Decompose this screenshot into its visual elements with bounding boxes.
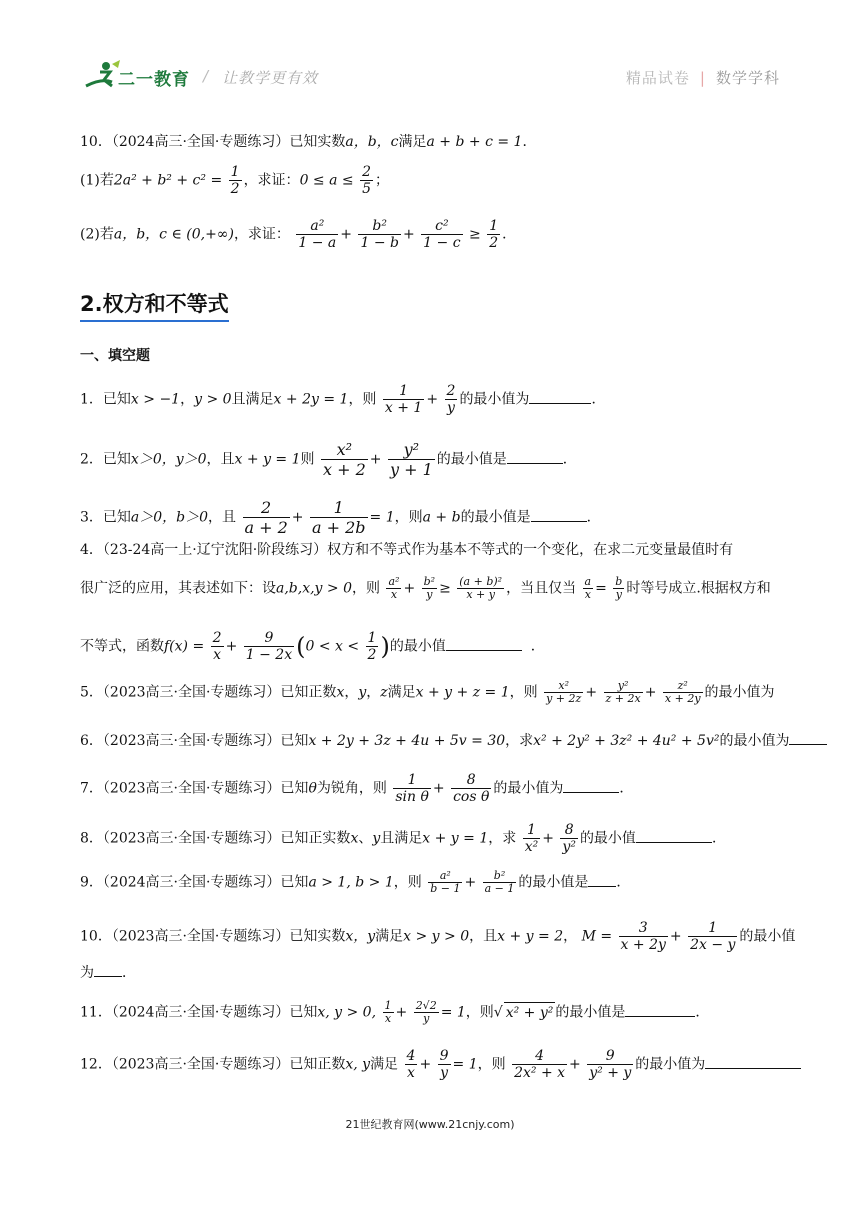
text-span: ． [122, 965, 136, 981]
text-span: M = [581, 928, 613, 945]
answer-blank[interactable] [563, 778, 619, 793]
text-span: 2 [212, 630, 222, 646]
text-span: 1 − 2x [245, 647, 293, 663]
fraction [483, 870, 517, 895]
fraction [360, 164, 373, 197]
problem-4-line3: 不等式，函数f(x) = $\frac{2}{x}$ + $\frac{9}{1 - 2x}$ (0 < x < $\frac{1}{2}$ )的最小值 ． [80, 630, 545, 663]
text-span: x + 2 [322, 460, 366, 479]
text-span: ，则 [465, 1004, 494, 1021]
text-span: 6．（2023高三·全国·专题练习）已知 [80, 733, 309, 749]
fraction [393, 772, 431, 805]
problem-9: 9．（2024高三·全国·专题练习）已知a > 1, b > 1，则 $\frac{\text{a²}}{b - 1}$ + $\frac{\text{b²}}{a - 1}$ 的最小值是 ． [80, 869, 631, 895]
text-span: 2 [243, 498, 290, 518]
text-span: x + 2y [664, 692, 701, 705]
text-span: 2 [230, 181, 240, 197]
text-span: x [350, 830, 359, 847]
text-span: = [595, 580, 607, 597]
text-span: ≥ [439, 580, 451, 597]
text-span: 11．（2024高三·全国·专题练习）已知 [80, 1004, 318, 1021]
problem-4-line1 [80, 540, 733, 560]
text-span: ． [591, 391, 606, 408]
text-span: 2 [367, 647, 377, 663]
text: 满足 [398, 134, 427, 150]
page-footer: 21世纪教育网(www.21cnjy.com) [345, 1118, 515, 1131]
top-problem-10-part2: (2)若a，b，c ∈ (0,+∞)，求证： $\frac{\text{a²}}{1 - a}$ + $\frac{\text{b²}}{1 - b}$ + $\frac{\text{c²}}{1 - c}$ ≥ $\frac{1}{2}$ ． [80, 218, 517, 251]
text-span: f(x) = [164, 638, 205, 655]
text-span: a [584, 575, 592, 588]
text-span: 2x − y [690, 937, 736, 953]
answer-blank[interactable] [625, 1002, 695, 1017]
text-span: ，则 [348, 391, 377, 408]
text-span: 9 [439, 1048, 449, 1064]
text-span: y [615, 588, 622, 601]
text-span: θ [308, 780, 317, 797]
fraction [229, 164, 242, 197]
math: 0 ≤ a ≤ [299, 172, 354, 189]
text-span: a + 2b [311, 518, 366, 537]
text-span: ，当且仅当 [506, 580, 577, 597]
fraction [414, 1000, 439, 1025]
text-span: b [615, 575, 623, 588]
text-span: 1 [383, 383, 424, 400]
text-span: 9 [587, 1048, 633, 1065]
problem-1: 1．已知x > −1，y > 0且满足x + 2y = 1，则 $\frac{1}{x + 1}$ + $\frac{2}{y}$ 的最小值为 ． [80, 383, 606, 416]
text-span: = 1 [440, 1004, 466, 1021]
text-span: ，且 [469, 928, 498, 945]
math: 2a² + b² + c² = [113, 172, 223, 189]
text-span: a > 1, b > 1 [308, 874, 394, 891]
text-span: 满足 [375, 928, 404, 945]
text-span: ． [616, 874, 631, 891]
text-span: 满足 [370, 1056, 399, 1073]
text-span: ． [586, 509, 601, 526]
text-span: 12．（2023高三·全国·专题练习）已知正数 [80, 1056, 346, 1073]
answer-blank[interactable] [531, 507, 587, 522]
problem-10-line2 [80, 962, 136, 983]
text-span: 5．（2023高三·全国·专题练习）已知正数 [80, 684, 337, 701]
text-span: 1 [393, 772, 431, 789]
text-span: z [380, 684, 388, 701]
text-span: b² [358, 218, 401, 235]
text-span: sin θ [395, 789, 429, 805]
fraction [296, 218, 338, 251]
text-span: x, y [345, 1056, 371, 1073]
text-span: x，y [345, 928, 376, 945]
answer-blank[interactable] [789, 730, 827, 745]
text-span: 1 [230, 164, 240, 180]
text-span: 为 [80, 965, 94, 981]
text-span: 的最小值 [739, 928, 796, 945]
text-span: 7．（2023高三·全国·专题练习）已知 [80, 780, 309, 797]
slogan: 让教学更有效 [222, 69, 319, 87]
text-span: 1 [384, 999, 392, 1012]
text-span: = 1 [369, 509, 395, 526]
text-span: 1 [367, 630, 377, 646]
fraction [244, 630, 294, 663]
text-span: x + y [466, 588, 495, 601]
text-span: y [423, 1012, 430, 1025]
text-span: x＞0，y＞0 [130, 451, 207, 468]
text-span: x² [524, 839, 539, 855]
text-span: x + 2y + 3z + 4u + 5v = 30 [308, 733, 506, 749]
fraction [560, 822, 578, 855]
text-span: 且满足 [380, 830, 423, 847]
text-span: (a + b)² [459, 575, 503, 588]
page-header [0, 0, 860, 100]
fraction [523, 822, 541, 855]
fraction [587, 1048, 633, 1081]
text-span: y [372, 830, 381, 847]
text-span: 时等号成立.根据权方和 [626, 580, 771, 597]
text-span: ， [180, 391, 195, 408]
text-span: y² [604, 680, 643, 693]
text-span: 的最小值为 [459, 391, 530, 408]
text-span: 且满足 [231, 391, 274, 408]
answer-blank[interactable] [94, 962, 122, 977]
text-span: 1 − a [298, 235, 337, 251]
text-span: y + 2z [546, 692, 582, 705]
text-span: 10．（2023高三·全国·专题练习）已知实数 [80, 928, 346, 945]
text-span: 2．已知 [80, 451, 131, 468]
text-span: 1 − b [360, 235, 399, 251]
text-span: 很广泛的应用，其表述如下：设 [80, 580, 276, 597]
text-span: 2x² + x [514, 1065, 566, 1081]
brand-name: 二一教育 [118, 70, 190, 90]
answer-blank[interactable] [705, 1054, 801, 1069]
text-span: ，则 [477, 1056, 506, 1073]
text-span: 4 [512, 1048, 567, 1065]
problem-3: 3．已知a＞0，b＞0，且 $\frac{2}{a + 2}$ + $\frac{1}{a + 2b}$ = 1，则a + b的最小值是 ． [80, 498, 601, 537]
problem-8: 8．（2023高三·全国·专题练习）已知正实数x、y且满足x + y = 1，求 $\frac{1}{\text{x²}}$ + $\frac{8}{\text{y²}}$ 的最小值 ． [80, 822, 726, 855]
text-span: a² [428, 870, 462, 883]
text-span: 4．（23-24高一上·辽宁沈阳·阶段练习）权方和不等式作为基本不等式的一个变化，在求二元变量最值时有 [80, 542, 734, 558]
math: ≥ [469, 226, 481, 243]
fraction [428, 870, 462, 895]
text-span: b − 1 [430, 882, 461, 895]
fraction [688, 920, 737, 953]
text-span: ． [562, 451, 577, 468]
answer-blank[interactable] [529, 389, 591, 404]
text-span: 的最小值是 [518, 874, 589, 891]
text-span: 5 [362, 181, 372, 197]
fraction [211, 630, 224, 663]
text-span: 8．（2023高三·全国·专题练习）已知正实数 [80, 830, 351, 847]
text-span: 1 [688, 920, 737, 937]
text-span: ，且 [208, 509, 237, 526]
text-span: 8 [451, 772, 491, 789]
problem-10: 10．（2023高三·全国·专题练习）已知实数x，y满足x > y > 0，且x + y = 2， M = $\frac{3}{x + 2y}$ + $\frac{1}{2x - y}$ 的最小值 [80, 920, 796, 953]
text-span: 1 [489, 218, 499, 234]
text-span: 1 [310, 498, 368, 518]
text-span: ， [344, 684, 359, 701]
problem-4-line2: 很广泛的应用，其表述如下：设a,b,x,y > 0，则 $\frac{\text{a²}}{x}$ + $\frac{\text{b²}}{y}$ ≥ $\frac{\text{(a + b)²}}{x + y}$ ，当且仅当 $\frac{a}{x}$ = $\frac{b}{y}$ 时等号成立.根据权方和 [80, 575, 771, 601]
text-span: y² [388, 440, 435, 460]
text-span: 2√2 [415, 999, 437, 1012]
text-span: x + 1 [384, 400, 423, 416]
text-span: a − 1 [484, 882, 515, 895]
fraction [663, 680, 703, 705]
text-span: y > 0 [194, 391, 232, 408]
text-span: y² + y [589, 1065, 632, 1081]
fraction [421, 218, 462, 251]
text-span: x [384, 1012, 392, 1025]
text: ． [502, 226, 517, 243]
text: ． [522, 134, 537, 150]
text-span: 、 [358, 830, 373, 847]
problem-11: 11．（2024高三·全国·专题练习）已知x, y > 0, $\frac{1}{x}$ + $\frac{2√2}{y}$ = 1，则√ x² + y² 的最小值是 ． [80, 999, 710, 1025]
sqrt-radicand: x² + y² [504, 1002, 556, 1023]
fraction [451, 772, 491, 805]
text-span: x > −1 [130, 391, 181, 408]
text-span: x [407, 1065, 415, 1081]
text-span: 3．已知 [80, 509, 131, 526]
text-span: a＞0，b＞0 [130, 509, 209, 526]
fraction [310, 498, 368, 537]
fraction [457, 576, 504, 601]
text-span: 的最小值为 [704, 684, 775, 701]
fraction [405, 1048, 418, 1081]
text-span: cos θ [453, 789, 490, 805]
text-span: 9．（2024高三·全国·专题练习）已知 [80, 874, 309, 891]
text-span: 的最小值为 [493, 780, 564, 797]
text-span: 的最小值 [389, 638, 446, 655]
text-span: y + 1 [389, 460, 433, 479]
text-span: 不等式，函数 [80, 638, 164, 655]
text-span: ，且 [206, 451, 235, 468]
text-span: 的最小值为 [635, 1056, 706, 1073]
math: a，b，c [345, 134, 399, 150]
text-span: 的最小值是 [436, 451, 507, 468]
text-span: y [440, 1065, 449, 1081]
fraction [358, 218, 401, 251]
problem-6 [80, 730, 827, 751]
header-right [626, 67, 780, 88]
text-span: 8 [560, 822, 578, 839]
text-span: ． [695, 1004, 710, 1021]
math: a，b，c ∈ (0,+∞) [113, 226, 234, 243]
text-span: y² [562, 839, 576, 855]
text-span: a + 2 [244, 518, 288, 537]
fraction [619, 920, 668, 953]
text-span: x² [544, 680, 583, 693]
answer-blank[interactable] [507, 449, 563, 464]
section-title: 2.权方和不等式 [80, 288, 229, 322]
text-span: 4 [406, 1048, 416, 1064]
text-span: ，则 [393, 874, 422, 891]
fraction [388, 440, 435, 479]
text-span: x > y > 0 [403, 928, 470, 945]
text-span: x² + 2y² + 3z² + 4u² + 5v² [533, 733, 720, 749]
text-span: x + y = 1 [422, 830, 489, 847]
text-span: 2 [489, 235, 499, 251]
text: ，求证： [243, 172, 300, 189]
text-span: ． [530, 638, 545, 655]
fraction [321, 440, 368, 479]
text-span: x + y + z = 1 [415, 684, 510, 701]
text-span: x [336, 684, 345, 701]
text-span: 2 [362, 164, 372, 180]
answer-blank[interactable] [636, 828, 712, 843]
text-span: ，则 [509, 684, 538, 701]
text-span: 1 − c [423, 235, 461, 251]
fraction [383, 1000, 394, 1025]
text-span: 的最小值 [579, 830, 636, 847]
top-problem-10 [80, 132, 536, 152]
text-span: x + 2y [620, 937, 666, 953]
fraction [438, 1048, 451, 1081]
text-span: 的最小值为 [719, 733, 790, 749]
text-span: 满足 [387, 684, 416, 701]
text-span: 1．已知 [80, 391, 131, 408]
text-span: y [447, 400, 455, 416]
fraction [583, 576, 594, 601]
text-span: x [390, 588, 398, 601]
fraction [422, 576, 437, 601]
fraction [487, 218, 500, 251]
text-span: c² [421, 218, 462, 235]
header-label-premium: 精品试卷 [625, 69, 690, 87]
section-subheading: 一、填空题 [80, 348, 150, 364]
text: ； [375, 172, 390, 189]
text-span: 则 [300, 451, 315, 468]
problem-7: 7．（2023高三·全国·专题练习）已知θ为锐角，则 $\frac{1}{\text{sin θ}}$ + $\frac{8}{\text{cos θ}}$ 的最小值为 ． [80, 772, 634, 805]
math: a + b + c = 1 [426, 134, 523, 150]
fraction [512, 1048, 567, 1081]
text: 10．（2024高三·全国·专题练习）已知实数 [80, 134, 346, 150]
fraction [604, 680, 643, 705]
text-span: b² [423, 575, 436, 588]
fraction [445, 383, 458, 416]
text-span: x [584, 588, 591, 601]
text-span: ，求 [488, 830, 517, 847]
text-span: x² [321, 440, 368, 460]
text-span: x + y = 1 [234, 451, 301, 468]
header-label-subject: 数学学科 [715, 69, 780, 87]
text-span: y [358, 684, 367, 701]
text-span: z + 2x [605, 692, 641, 705]
text: (1)若 [80, 172, 114, 189]
fraction [243, 498, 290, 537]
text-span: b² [483, 870, 517, 883]
text-span: = 1 [452, 1056, 478, 1073]
fraction [366, 630, 379, 663]
text: (2)若 [80, 226, 114, 243]
text-span: 3 [619, 920, 668, 937]
text-span: y [426, 588, 433, 601]
text-span: 为锐角，则 [316, 780, 387, 797]
problem-2: 2．已知x＞0，y＞0，且x + y = 1则 $\frac{\text{x²}}{x + 2}$ + $\frac{\text{y²}}{y + 1}$ 的最小值是 ． [80, 440, 577, 479]
problem-5: 5．（2023高三·全国·专题练习）已知正数x，y，z满足x + y + z = 1，则 $\frac{\text{x²}}{y + 2z}$ + $\frac{\text{y²}}{z + 2x}$ + $\frac{\text{z²}}{x + 2y}$ 的最小值为 [80, 679, 775, 705]
answer-blank[interactable] [446, 636, 522, 651]
fraction [383, 383, 424, 416]
text-span: ，求 [505, 733, 534, 749]
fraction [613, 576, 624, 601]
text-span: x, y > 0, [317, 1004, 377, 1021]
text-span: 的最小值是 [555, 1004, 626, 1021]
text-span: 1 [523, 822, 541, 839]
top-problem-10-part1 [80, 164, 389, 197]
text-span: x + y = 2 [497, 928, 564, 945]
header-separator: | [699, 69, 706, 87]
text-span: 2 [446, 383, 456, 399]
text: ，求证： [233, 226, 290, 243]
text-span: 的最小值是 [460, 509, 531, 526]
answer-blank[interactable] [588, 872, 616, 887]
text-span: ，则 [352, 580, 381, 597]
text-span: a² [296, 218, 338, 235]
text-span: x [213, 647, 222, 663]
text-span: ． [711, 830, 726, 847]
fraction [386, 576, 401, 601]
text-span: ． [619, 780, 634, 797]
text-span: z² [663, 680, 703, 693]
text-span: a² [388, 575, 400, 588]
text-span: ， [366, 684, 381, 701]
text-span: x + 2y = 1 [273, 391, 349, 408]
header-slash: / [203, 67, 209, 85]
problem-12: 12．（2023高三·全国·专题练习）已知正数x, y满足 $\frac{4}{x}$ + $\frac{9}{y}$ = 1，则 $\frac{4}{\text{2x² + x}}$ + $\frac{9}{\text{y² + y}}$ 的最小值为 [80, 1048, 801, 1081]
text-span: ，则 [394, 509, 423, 526]
text-span: 0 < x < [305, 638, 360, 655]
text-span: ， [563, 928, 578, 945]
text-span: a,b,x,y > 0 [276, 580, 353, 597]
text-span: 9 [244, 630, 294, 647]
text-span: a + b [422, 509, 461, 526]
fraction [544, 680, 583, 705]
